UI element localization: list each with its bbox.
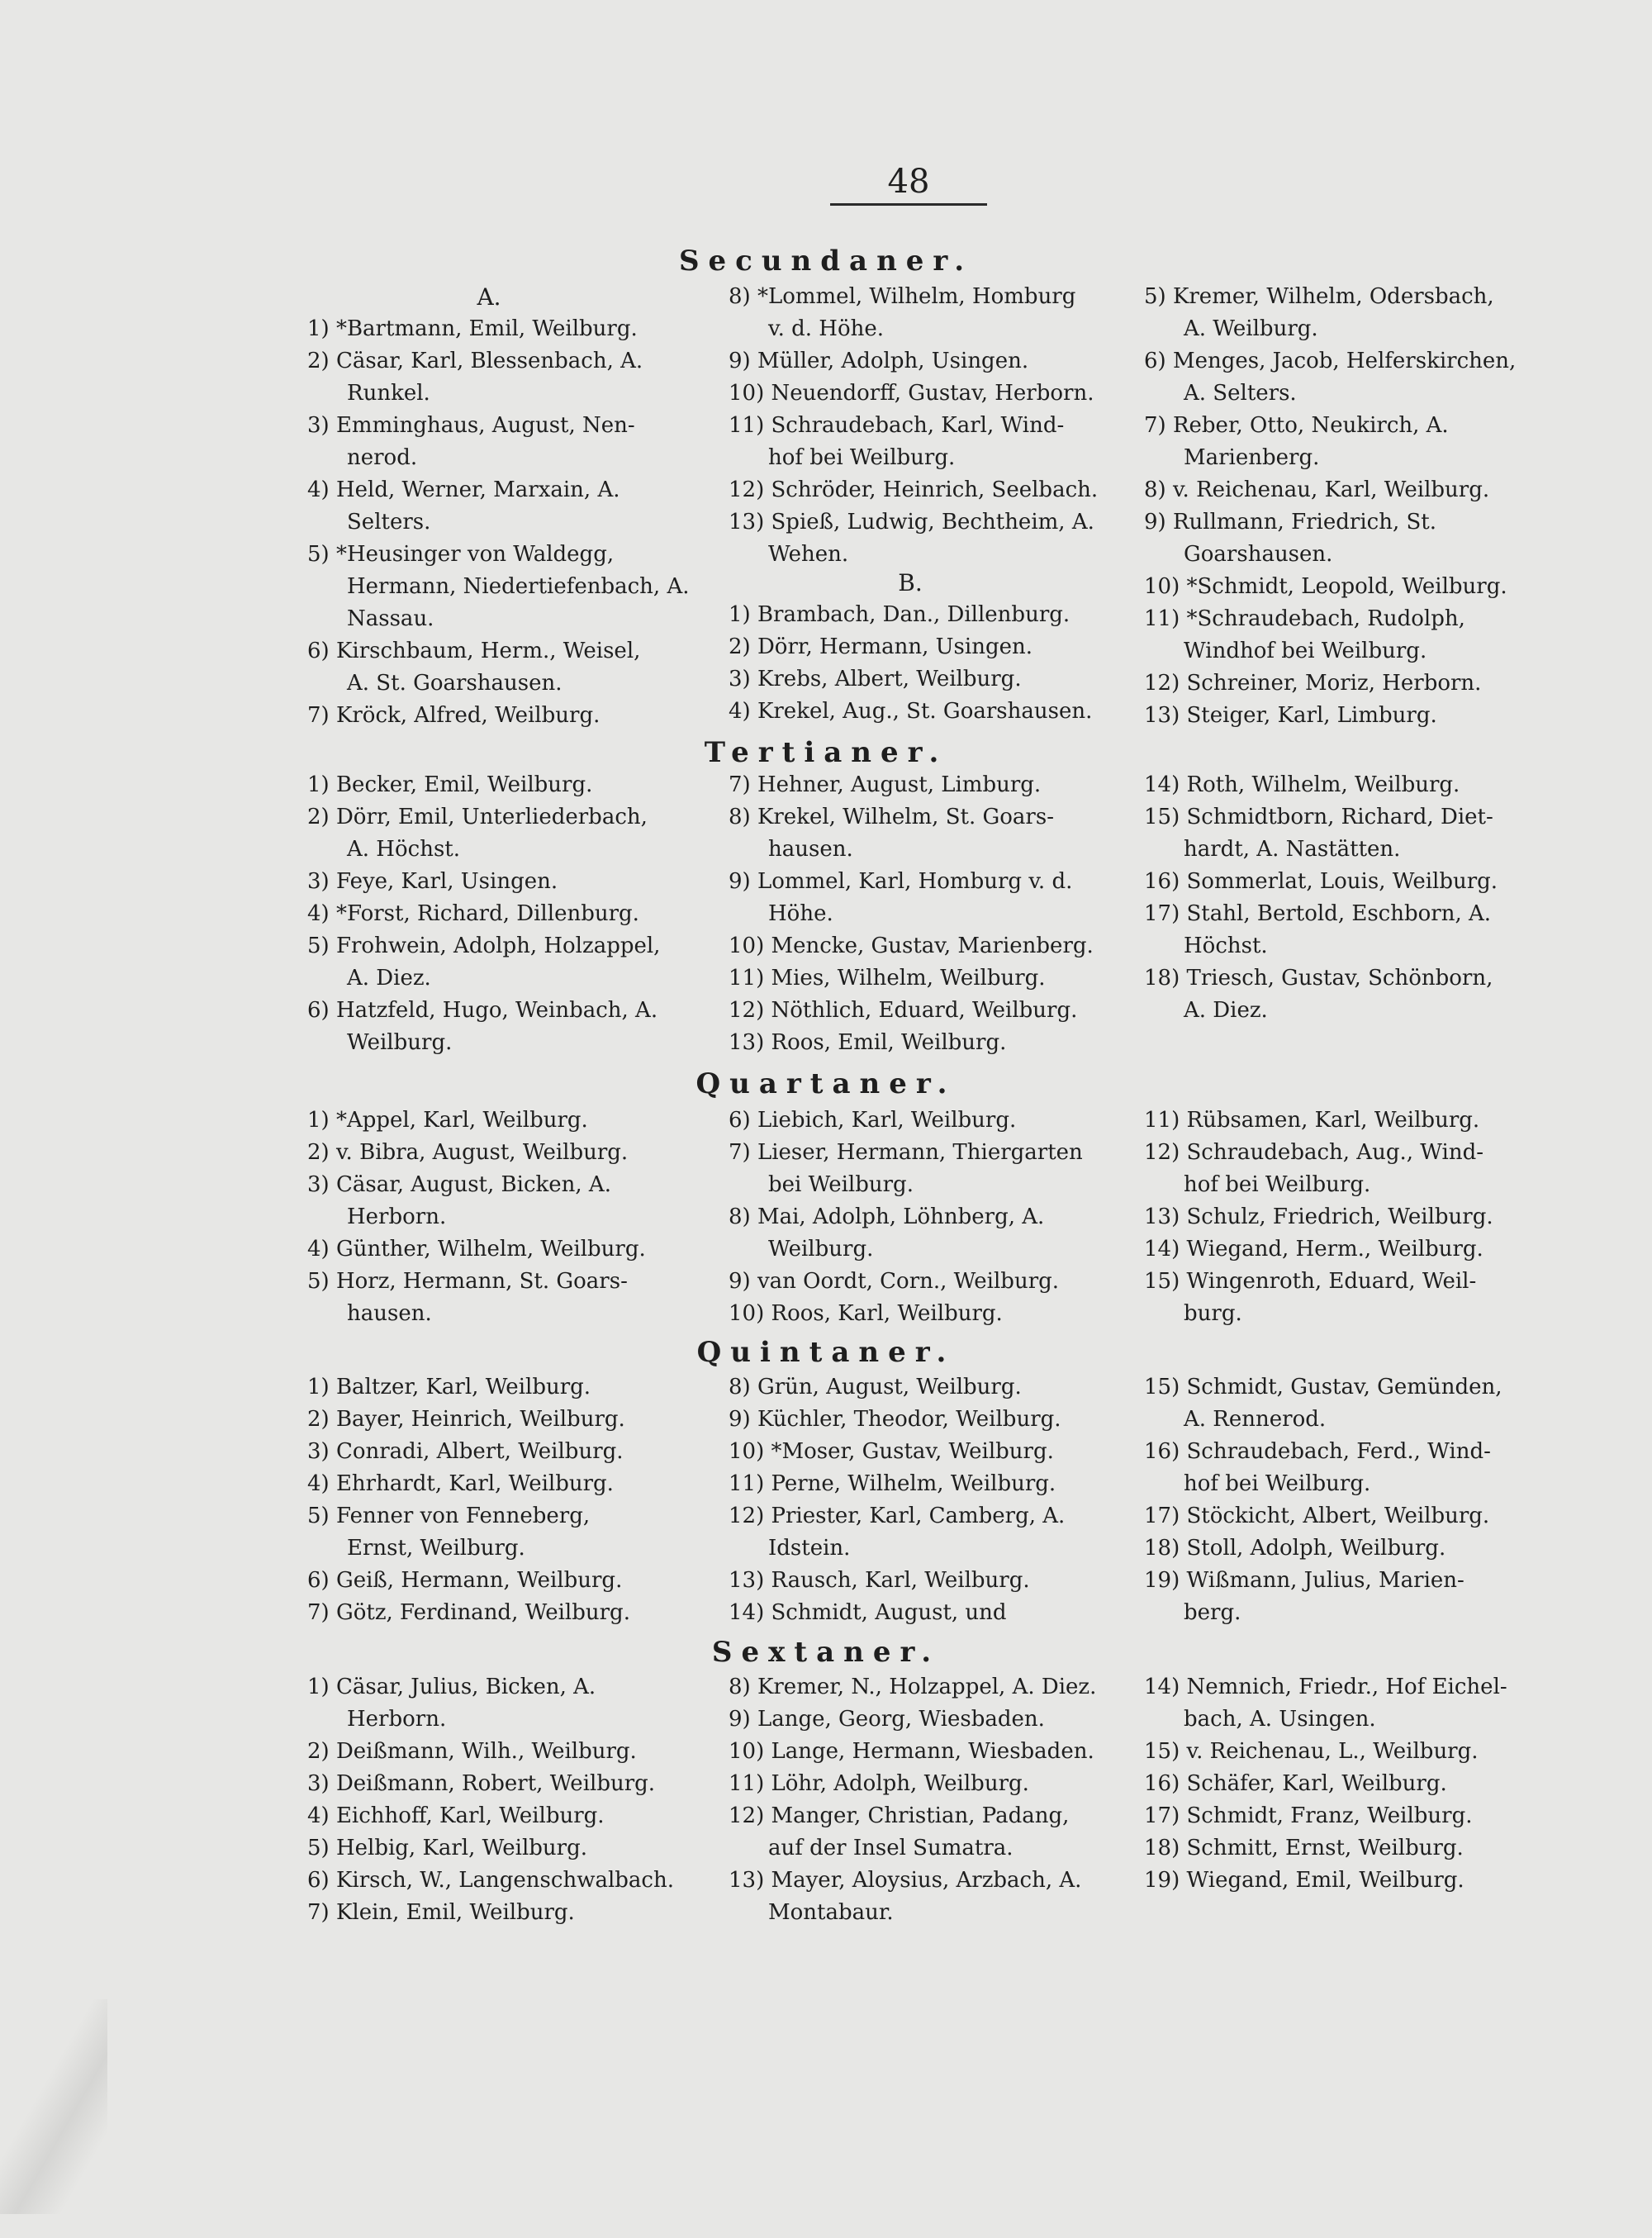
entry-line: 18) Schmitt, Ernst, Weilburg. [1144,1836,1464,1860]
list-entry [729,1137,1113,1201]
entry-continuation: Idstein. [768,1536,851,1561]
list-entry [307,1832,691,1865]
list-entry [307,539,691,635]
entry-line: 17) Schmidt, Franz, Weilburg. [1144,1803,1473,1828]
list-entry [307,866,691,898]
entry-line: 10) *Moser, Gustav, Weilburg. [729,1439,1054,1464]
tertianer-column-3 [1144,769,1532,1027]
secundaner-column-2 [729,281,1113,571]
list-entry [1144,1865,1532,1897]
list-entry [729,474,1113,506]
list-entry [729,599,1113,631]
entry-line: 12) Manger, Christian, Padang, [729,1803,1070,1828]
entry-continuation: A. Weilburg. [1184,316,1318,341]
entry-line: 7) Lieser, Hermann, Thiergarten [729,1140,1083,1165]
page-number: 48 [830,164,987,206]
entry-line: 7) Reber, Otto, Neukirch, A. [1144,413,1449,438]
entry-line: 4) Held, Werner, Marxain, A. [307,478,620,502]
entry-continuation: Hermann, Niedertiefenbach, A. [347,574,690,599]
quintaner-column-3 [1144,1371,1532,1629]
list-entry [729,1800,1113,1865]
list-entry [729,769,1113,801]
tertianer-column-1 [307,769,691,1059]
list-entry [1144,571,1532,603]
entry-line: 6) Geiß, Hermann, Weilburg. [307,1568,623,1593]
entry-line: 8) Kremer, N., Holzappel, A. Diez. [729,1675,1097,1699]
list-entry [1144,474,1532,506]
list-entry [1144,345,1532,410]
secundaner-b-column [729,599,1113,728]
list-entry [729,1671,1113,1703]
quartaner-column-3 [1144,1105,1532,1330]
list-entry [1144,1532,1532,1565]
entry-line: 10) *Schmidt, Leopold, Weilburg. [1144,574,1507,599]
entry-continuation: hof bei Weilburg. [768,445,956,470]
list-entry [729,930,1113,962]
entry-continuation: bei Weilburg. [768,1172,914,1197]
list-entry [729,378,1113,410]
list-entry [729,281,1113,345]
entry-line: 5) Kremer, Wilhelm, Odersbach, [1144,284,1494,309]
entry-line: 4) Ehrhardt, Karl, Weilburg. [307,1471,614,1496]
entry-line: 10) Neuendorff, Gustav, Herborn. [729,381,1094,406]
entry-line: 6) Kirsch, W., Langenschwalbach. [307,1868,674,1893]
entry-line: 3) Feye, Karl, Usingen. [307,869,558,894]
list-entry [729,1865,1113,1929]
list-entry [307,700,691,732]
entry-continuation: auf der Insel Sumatra. [768,1836,1014,1860]
entry-line: 1) Brambach, Dan., Dillenburg. [729,602,1070,627]
entry-line: 16) Schäfer, Karl, Weilburg. [1144,1771,1447,1796]
entry-line: 7) Hehner, August, Limburg. [729,772,1042,797]
entry-line: 3) Conradi, Albert, Weilburg. [307,1439,624,1464]
list-entry [1144,1137,1532,1201]
list-entry [307,1736,691,1768]
list-entry [1144,1371,1532,1436]
subsection-b-label: B. [898,569,923,596]
section-title-tertianer: Tertianer. [704,736,948,769]
entry-continuation: v. d. Höhe. [768,316,885,341]
list-entry [307,801,691,866]
entry-line: 18) Stoll, Adolph, Weilburg. [1144,1536,1446,1561]
entry-line: 19) Wißmann, Julius, Marien- [1144,1568,1464,1593]
list-entry [307,1565,691,1597]
sextaner-column-1 [307,1671,691,1929]
entry-line: 13) Rausch, Karl, Weilburg. [729,1568,1030,1593]
list-entry [729,1298,1113,1330]
entry-line: 14) Nemnich, Friedr., Hof Eichel- [1144,1675,1507,1699]
list-entry [1144,1832,1532,1865]
entry-line: 4) Krekel, Aug., St. Goarshausen. [729,699,1093,724]
list-entry [307,1768,691,1800]
entry-continuation: Selters. [347,510,431,535]
entry-continuation: A. Höchst. [347,837,460,862]
list-entry [1144,769,1532,801]
entry-line: 13) Steiger, Karl, Limburg. [1144,703,1437,728]
entry-line: 11) Schraudebach, Karl, Wind- [729,413,1065,438]
list-entry [729,1565,1113,1597]
list-entry [1144,1800,1532,1832]
entry-continuation: hof bei Weilburg. [1184,1172,1371,1197]
list-entry [1144,410,1532,474]
list-entry [729,962,1113,995]
list-entry [307,410,691,474]
entry-line: 11) Löhr, Adolph, Weilburg. [729,1771,1029,1796]
entry-line: 15) Schmidt, Gustav, Gemünden, [1144,1375,1502,1399]
entry-line: 17) Stöckicht, Albert, Weilburg. [1144,1504,1490,1528]
entry-line: 13) Roos, Emil, Weilburg. [729,1030,1007,1055]
list-entry [307,635,691,700]
list-entry [729,995,1113,1027]
page-fold-shadow [0,1999,107,2214]
list-entry [1144,700,1532,732]
list-entry [1144,603,1532,668]
entry-line: 4) Günther, Wilhelm, Weilburg. [307,1237,646,1262]
entry-line: 9) Lommel, Karl, Homburg v. d. [729,869,1073,894]
list-entry [307,1865,691,1897]
list-entry [729,1436,1113,1468]
entry-continuation: A. Diez. [1184,998,1268,1023]
list-entry [307,1800,691,1832]
list-entry [1144,1201,1532,1233]
entry-continuation: hausen. [347,1301,432,1326]
list-entry [307,1233,691,1266]
list-entry [1144,962,1532,1027]
list-entry [1144,506,1532,571]
entry-line: 3) Deißmann, Robert, Weilburg. [307,1771,656,1796]
entry-line: 8) *Lommel, Wilhelm, Homburg [729,284,1076,309]
entry-continuation: Weilburg. [768,1237,874,1262]
entry-line: 12) Schröder, Heinrich, Seelbach. [729,478,1099,502]
entry-continuation: A. St. Goarshausen. [347,671,563,696]
entry-continuation: hof bei Weilburg. [1184,1471,1371,1496]
entry-line: 12) Schreiner, Moriz, Herborn. [1144,671,1482,696]
list-entry [1144,1266,1532,1330]
tertianer-column-2 [729,769,1113,1059]
section-title-quartaner: Quartaner. [695,1067,957,1100]
list-entry [307,1105,691,1137]
entry-line: 2) v. Bibra, August, Weilburg. [307,1140,629,1165]
list-entry [1144,866,1532,898]
entry-line: 1) *Bartmann, Emil, Weilburg. [307,316,638,341]
list-entry [1144,668,1532,700]
entry-line: 6) Hatzfeld, Hugo, Weinbach, A. [307,998,658,1023]
entry-line: 12) Schraudebach, Aug., Wind- [1144,1140,1484,1165]
entry-line: 16) Sommerlat, Louis, Weilburg. [1144,869,1498,894]
section-title-quintaner: Quintaner. [696,1336,956,1369]
list-entry [729,1500,1113,1565]
list-entry [729,1703,1113,1736]
list-entry [1144,898,1532,962]
entry-line: 11) Perne, Wilhelm, Weilburg. [729,1471,1056,1496]
entry-continuation: hausen. [768,837,853,862]
entry-line: 19) Wiegand, Emil, Weilburg. [1144,1868,1464,1893]
entry-continuation: hardt, A. Nastätten. [1184,837,1401,862]
entry-line: 4) *Forst, Richard, Dillenburg. [307,901,639,926]
entry-continuation: A. Selters. [1184,381,1297,406]
entry-line: 15) Schmidtborn, Richard, Diet- [1144,805,1493,829]
section-title-secundaner: Secundaner. [678,245,974,278]
list-entry [307,313,691,345]
entry-line: 11) *Schraudebach, Rudolph, [1144,606,1465,631]
entry-line: 17) Stahl, Bertold, Eschborn, A. [1144,901,1492,926]
entry-line: 1) Becker, Emil, Weilburg. [307,772,593,797]
entry-line: 15) v. Reichenau, L., Weilburg. [1144,1739,1479,1764]
entry-line: 5) Fenner von Fenneberg, [307,1504,591,1528]
list-entry [1144,281,1532,345]
entry-line: 13) Mayer, Aloysius, Arzbach, A. [729,1868,1082,1893]
list-entry [307,474,691,539]
entry-line: 2) Deißmann, Wilh., Weilburg. [307,1739,637,1764]
entry-line: 3) Cäsar, August, Bicken, A. [307,1172,611,1197]
entry-line: 9) Lange, Georg, Wiesbaden. [729,1707,1045,1732]
sextaner-column-2 [729,1671,1113,1929]
sextaner-column-3 [1144,1671,1532,1897]
entry-line: 12) Priester, Karl, Camberg, A. [729,1504,1066,1528]
list-entry [729,1736,1113,1768]
entry-line: 3) Emminghaus, August, Nen- [307,413,635,438]
entry-line: 7) Götz, Ferdinand, Weilburg. [307,1600,630,1625]
entry-line: 2) Bayer, Heinrich, Weilburg. [307,1407,625,1432]
list-entry [729,1266,1113,1298]
list-entry [1144,1105,1532,1137]
quintaner-column-2 [729,1371,1113,1629]
list-entry [729,631,1113,663]
list-entry [1144,801,1532,866]
entry-continuation: burg. [1184,1301,1242,1326]
entry-continuation: Herborn. [347,1205,447,1229]
entry-line: 1) Baltzer, Karl, Weilburg. [307,1375,591,1399]
list-entry [729,866,1113,930]
secundaner-column-3 [1144,281,1532,732]
entry-continuation: Höchst. [1184,934,1268,958]
list-entry [1144,1736,1532,1768]
list-entry [729,1201,1113,1266]
entry-line: 5) Helbig, Karl, Weilburg. [307,1836,588,1860]
entry-line: 8) Mai, Adolph, Löhnberg, A. [729,1205,1045,1229]
entry-line: 3) Krebs, Albert, Weilburg. [729,667,1022,691]
list-entry [729,506,1113,571]
list-entry [729,663,1113,696]
list-entry [729,345,1113,378]
entry-continuation: Ernst, Weilburg. [347,1536,525,1561]
list-entry [1144,1233,1532,1266]
list-entry [729,1597,1113,1629]
entry-continuation: Herborn. [347,1707,447,1732]
list-entry [729,696,1113,728]
list-entry [729,1105,1113,1137]
list-entry [729,1768,1113,1800]
entry-line: 5) *Heusinger von Waldegg, [307,542,615,567]
list-entry [1144,1500,1532,1532]
entry-continuation: Runkel. [347,381,430,406]
list-entry [307,1371,691,1404]
entry-continuation: Wehen. [768,542,849,567]
list-entry [307,898,691,930]
list-entry [307,1897,691,1929]
entry-line: 7) Klein, Emil, Weilburg. [307,1900,575,1925]
list-entry [729,410,1113,474]
entry-line: 11) Rübsamen, Karl, Weilburg. [1144,1108,1480,1133]
list-entry [307,1468,691,1500]
entry-line: 9) Müller, Adolph, Usingen. [729,349,1029,373]
entry-line: 18) Triesch, Gustav, Schönborn, [1144,966,1493,991]
entry-line: 1) *Appel, Karl, Weilburg. [307,1108,588,1133]
list-entry [729,1371,1113,1404]
entry-line: 5) Frohwein, Adolph, Holzappel, [307,934,661,958]
entry-line: 2) Dörr, Emil, Unterliederbach, [307,805,648,829]
secundaner-column-1 [307,313,691,732]
list-entry [729,801,1113,866]
entry-line: 7) Kröck, Alfred, Weilburg. [307,703,601,728]
entry-continuation: Weilburg. [347,1030,453,1055]
list-entry [307,1500,691,1565]
entry-line: 14) Wiegand, Herm., Weilburg. [1144,1237,1483,1262]
section-title-sextaner: Sextaner. [711,1636,941,1669]
quartaner-column-1 [307,1105,691,1330]
list-entry [307,1597,691,1629]
entry-line: 2) Dörr, Hermann, Usingen. [729,634,1032,659]
entry-continuation: nerod. [347,445,418,470]
entry-line: 10) Mencke, Gustav, Marienberg. [729,934,1094,958]
quartaner-column-2 [729,1105,1113,1330]
list-entry [307,769,691,801]
entry-line: 1) Cäsar, Julius, Bicken, A. [307,1675,596,1699]
quintaner-column-1 [307,1371,691,1629]
entry-continuation: Windhof bei Weilburg. [1184,639,1427,663]
entry-line: 11) Mies, Wilhelm, Weilburg. [729,966,1046,991]
list-entry [1144,1768,1532,1800]
list-entry [307,1137,691,1169]
entry-line: 10) Lange, Hermann, Wiesbaden. [729,1739,1094,1764]
entry-continuation: Goarshausen. [1184,542,1333,567]
entry-line: 15) Wingenroth, Eduard, Weil- [1144,1269,1477,1294]
entry-continuation: Marienberg. [1184,445,1320,470]
entry-line: 13) Schulz, Friedrich, Weilburg. [1144,1205,1493,1229]
list-entry [1144,1671,1532,1736]
entry-line: 12) Nöthlich, Eduard, Weilburg. [729,998,1078,1023]
entry-continuation: berg. [1184,1600,1241,1625]
entry-line: 14) Roth, Wilhelm, Weilburg. [1144,772,1460,797]
entry-line: 9) Rullmann, Friedrich, St. [1144,510,1436,535]
list-entry [307,1266,691,1330]
list-entry [307,1404,691,1436]
entry-continuation: Höhe. [768,901,833,926]
entry-continuation: Montabaur. [768,1900,894,1925]
entry-line: 9) Küchler, Theodor, Weilburg. [729,1407,1061,1432]
entry-continuation: bach, A. Usingen. [1184,1707,1376,1732]
entry-line: 16) Schraudebach, Ferd., Wind- [1144,1439,1491,1464]
entry-line: 6) Liebich, Karl, Weilburg. [729,1108,1017,1133]
entry-line: 8) v. Reichenau, Karl, Weilburg. [1144,478,1490,502]
list-entry [307,930,691,995]
list-entry [729,1468,1113,1500]
list-entry [307,1169,691,1233]
entry-line: 8) Grün, August, Weilburg. [729,1375,1022,1399]
list-entry [307,1436,691,1468]
entry-continuation: Nassau. [347,606,434,631]
entry-line: 2) Cäsar, Karl, Blessenbach, A. [307,349,643,373]
entry-line: 8) Krekel, Wilhelm, St. Goars- [729,805,1054,829]
entry-continuation: A. Diez. [347,966,431,991]
entry-line: 5) Horz, Hermann, St. Goars- [307,1269,628,1294]
entry-line: 4) Eichhoff, Karl, Weilburg. [307,1803,605,1828]
entry-line: 13) Spieß, Ludwig, Bechtheim, A. [729,510,1094,535]
entry-line: 6) Menges, Jacob, Helferskirchen, [1144,349,1517,373]
list-entry [307,995,691,1059]
subsection-a-label: A. [477,283,501,311]
list-entry [307,1671,691,1736]
list-entry [1144,1436,1532,1500]
list-entry [729,1404,1113,1436]
list-entry [729,1027,1113,1059]
entry-line: 14) Schmidt, August, und [729,1600,1007,1625]
list-entry [1144,1565,1532,1629]
entry-line: 10) Roos, Karl, Weilburg. [729,1301,1003,1326]
list-entry [307,345,691,410]
entry-line: 6) Kirschbaum, Herm., Weisel, [307,639,641,663]
entry-continuation: A. Rennerod. [1184,1407,1327,1432]
entry-line: 9) van Oordt, Corn., Weilburg. [729,1269,1060,1294]
